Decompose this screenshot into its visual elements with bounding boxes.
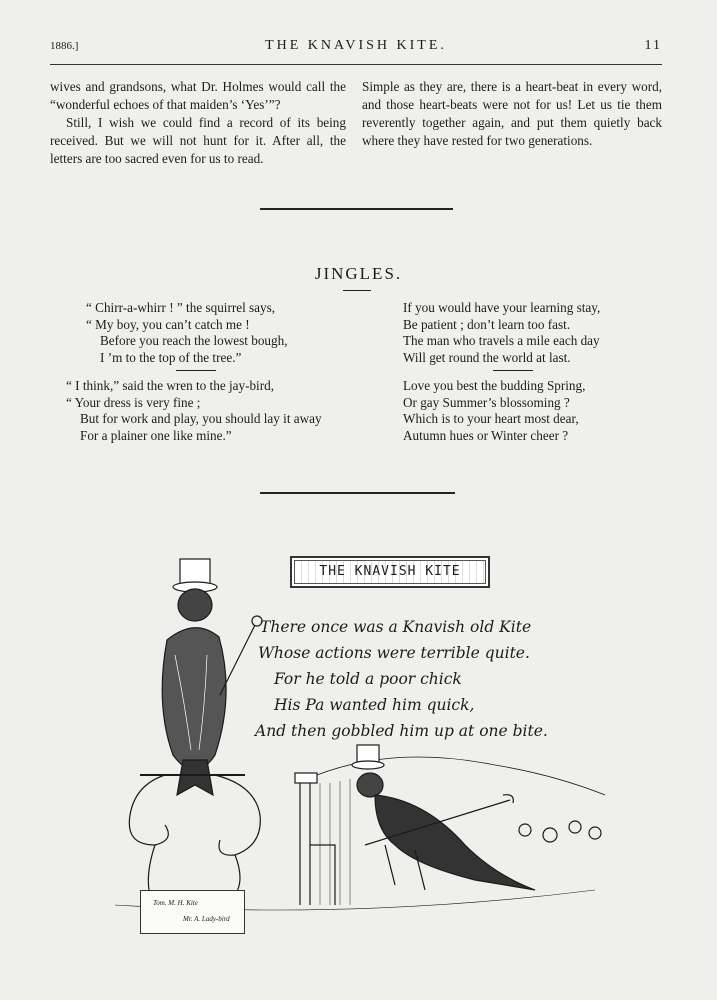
article-paragraph: Still, I wish we could find a record of its being received. But we will not hunt for it. After all, the letters are too sacred even for us to read. (50, 115, 346, 166)
knavish-kite-illustration (95, 545, 625, 945)
header-rule (50, 64, 662, 65)
jingle-stanza-learning (403, 300, 600, 366)
article-left-column (50, 78, 346, 168)
verse-line: “ I think,” said the wren to the jay-bird, (66, 378, 275, 393)
section-divider (260, 492, 455, 494)
article-right-column (362, 78, 662, 150)
verse-line: “ Chirr-a-whirr ! ” the squirrel says, (86, 300, 276, 315)
verse-line: Will get round the world at last. (403, 349, 571, 365)
comic-title-banner (290, 556, 490, 588)
article-paragraph: wives and grandsons, what Dr. Holmes would call the “wonderful echoes of that maiden’s ‘Yes’”? (50, 79, 346, 112)
stanza-rule (493, 370, 533, 371)
card-line: Tom. M. H. Kite (153, 899, 198, 907)
comic-poem-line: For he told a poor chick (274, 670, 462, 688)
page-number: 11 (644, 38, 662, 53)
verse-line: Which is to your heart most dear, (403, 411, 579, 426)
jingle-stanza-squirrel (86, 300, 288, 366)
running-header (50, 38, 662, 58)
verse-line: For a plainer one like mine.” (80, 427, 232, 443)
header-title: THE KNAVISH KITE. (265, 38, 447, 53)
verse-line: Before you reach the lowest bough, (100, 333, 288, 348)
verse-line: Be patient ; don’t learn too fast. (403, 316, 571, 332)
comic-poem-line: There once was a Knavish old Kite (260, 618, 532, 636)
verse-line: The man who travels a mile each day (403, 333, 600, 348)
verse-line: Love you best the budding Spring, (403, 378, 586, 393)
verse-line: I ’m to the top of the tree.” (100, 349, 242, 365)
comic-poem-line: His Pa wanted him quick, (274, 696, 475, 714)
section-divider (260, 208, 453, 210)
comic-poem-line: And then gobbled him up at one bite. (255, 722, 548, 740)
verse-line: “ My boy, you can’t catch me ! (86, 316, 250, 332)
verse-line: Autumn hues or Winter cheer ? (403, 427, 569, 443)
card-line: Mr. A. Lady-bird (183, 915, 230, 923)
header-year: 1886.] (50, 40, 79, 52)
kite-on-perch-drawing (129, 559, 262, 905)
jingle-stanza-wren (66, 378, 322, 444)
heading-rule (343, 290, 371, 291)
jingle-stanza-seasons (403, 378, 585, 444)
article-paragraph: Simple as they are, there is a heart-beat in every word, and those heart-beats were not for us! Let us tie them reverently together again, and put them quietly back where they have rested for two generations. (362, 79, 662, 148)
verse-line: Or gay Summer’s blossoming ? (403, 394, 570, 410)
jingles-heading: JINGLES. (314, 264, 403, 283)
verse-line: If you would have your learning stay, (403, 300, 601, 315)
verse-line: “ Your dress is very fine ; (66, 394, 201, 410)
comic-poem-line: Whose actions were terrible quite. (258, 644, 530, 662)
verse-line: But for work and play, you should lay it away (80, 411, 322, 426)
stanza-rule (176, 370, 216, 371)
comic-title-text: THE KNAVISH KITE (294, 560, 486, 584)
calling-card (140, 890, 245, 934)
